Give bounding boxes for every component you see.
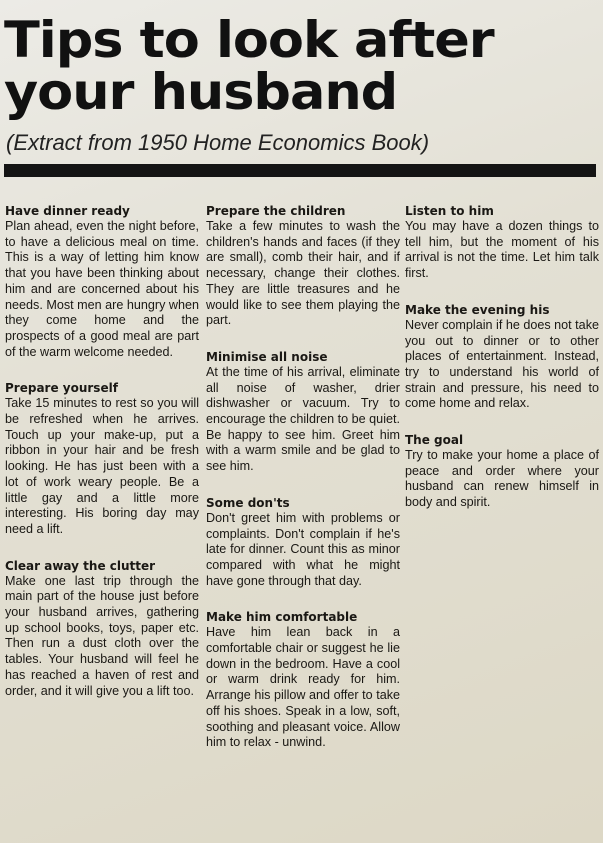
section-body: Try to make your home a place of peace and order where your husband can renew himself in body and spirit. — [405, 448, 599, 510]
divider-bar — [4, 164, 596, 177]
section-body: Make one last trip through the main part of the house just before your husband arrives, gathering up school books, toys, paper etc. Then run a dust cloth over the tables. Your husband will feel he has reached a haven of rest and order, and it will give you a lift too. — [5, 573, 199, 698]
section-heading: Prepare the children — [206, 204, 346, 218]
section-body: Take 15 minutes to rest so you will be refreshed when he arrives. Touch up your make-up, put a ribbon in your hair and be fresh looking. He has just been with a lot of work weary people. Be a little gay and a little more interesting. His boring day may need a lift. — [5, 396, 199, 536]
section-body: At the time of his arrival, eliminate all noise of washer, drier dishwasher or vacuum. Try to encourage the children to be quiet. Be happy to see him. Greet him with a warm smile and be glad to see him. — [206, 364, 400, 474]
section-heading: Prepare yourself — [5, 381, 118, 396]
section-body: Take a few minutes to wash the children's hands and faces (if they are small), comb their hair, and if necessary, change their clothes. They are little treasures and he would like to see them playing the part. — [206, 219, 400, 328]
column-3 — [405, 203, 599, 531]
section-heading: Have dinner ready — [5, 204, 130, 218]
section-body: Never complain if he does not take you out to dinner or to other places of entertainment. Instead, try to understand his world of strain and pressure, his need to come home and relax. — [405, 317, 599, 411]
section-body: You may have a dozen things to tell him, but the moment of his arrival is not the time. Let him talk first. — [405, 219, 599, 281]
section-heading: Clear away the clutter — [5, 558, 156, 573]
section-heading: Make the evening his — [405, 302, 550, 317]
column-2 — [206, 203, 400, 771]
section-heading: Some don'ts — [206, 495, 290, 510]
subtitle: (Extract from 1950 Home Economics Book) — [6, 130, 430, 155]
column-1 — [5, 203, 199, 719]
section-body: Have him lean back in a comfortable chair or suggest he lie down in the bedroom. Have a cool or warm drink ready for him. Arrange his pillow and offer to take off his shoes. Speak in a low, soft, soothing and pleasant voice. Allow him to relax - unwind. — [206, 625, 400, 750]
section-heading: Make him comfortable — [206, 610, 358, 625]
section-heading: Listen to him — [405, 204, 494, 218]
section-heading: The goal — [405, 433, 464, 448]
page-title: Tips to look after your husband — [4, 11, 494, 121]
section-heading: Minimise all noise — [206, 349, 328, 364]
section-body: Don't greet him with problems or complaints. Don't complain if he's late for dinner. Count this as minor compared with what he might have gone through that day. — [206, 510, 400, 588]
section-body: Plan ahead, even the night before, to have a delicious meal on time. This is a way of letting him know that you have been thinking about him and are concerned about his needs. Most men are hungry when they come home and the prospects of a good meal are part of the warm welcome needed. — [5, 219, 199, 359]
